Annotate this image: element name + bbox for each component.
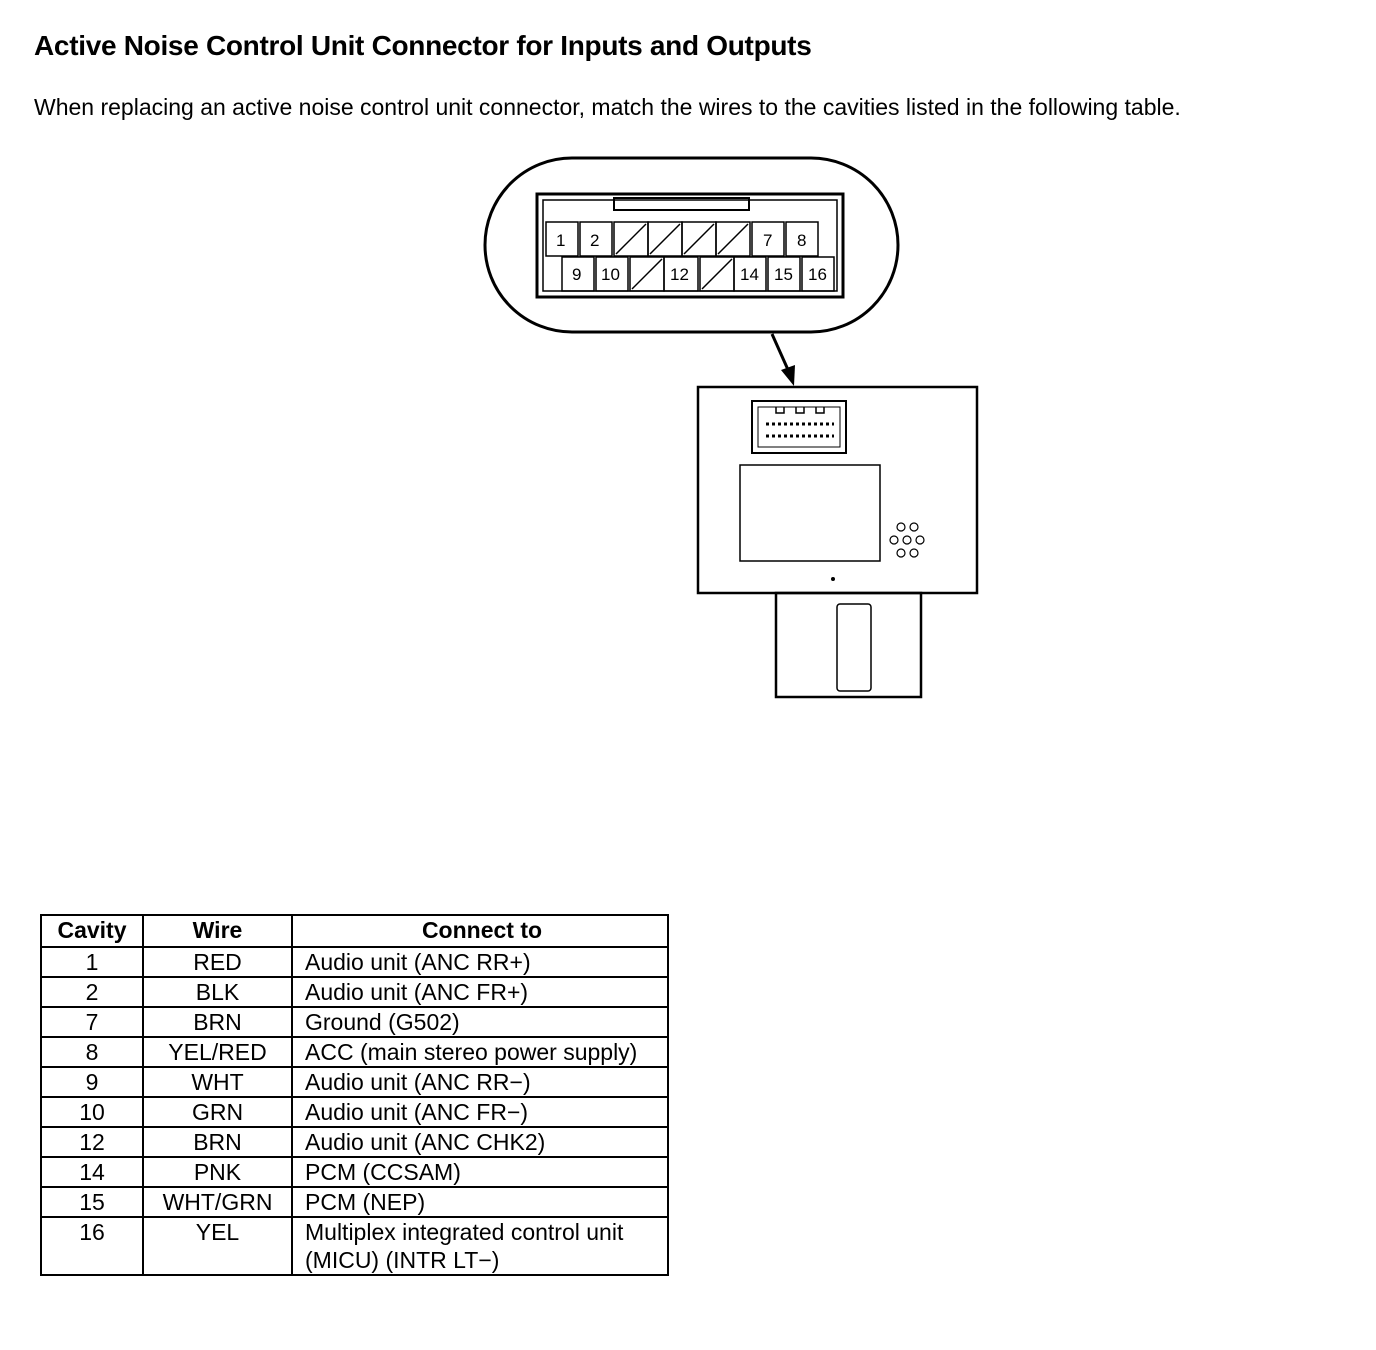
cavity-cell: 14 xyxy=(41,1157,143,1187)
pin-label: 10 xyxy=(601,265,620,284)
pin-label: 9 xyxy=(572,265,582,284)
wire-cell: YEL/RED xyxy=(143,1037,292,1067)
connect-to-cell: PCM (CCSAM) xyxy=(292,1157,668,1187)
table-row xyxy=(41,1007,668,1037)
cavity-cell: 1 xyxy=(41,947,143,977)
cavity-cell: 10 xyxy=(41,1097,143,1127)
unit-label-area xyxy=(740,465,880,561)
connect-to-cell: Audio unit (ANC RR−) xyxy=(292,1067,668,1097)
connector-callout xyxy=(485,158,898,332)
header-wire: Wire xyxy=(143,915,292,947)
table-row xyxy=(41,1157,668,1187)
connect-to-cell: Multiplex integrated control unit (MICU) (INTR LT−) xyxy=(292,1217,668,1275)
connector-top-row xyxy=(546,222,818,256)
table-header-row xyxy=(41,915,668,947)
table-row xyxy=(41,977,668,1007)
wire-cell: BRN xyxy=(143,1007,292,1037)
wire-cell: BRN xyxy=(143,1127,292,1157)
cavity-cell: 9 xyxy=(41,1067,143,1097)
wire-cell: YEL xyxy=(143,1217,292,1275)
cavity-cell: 8 xyxy=(41,1037,143,1067)
connect-to-cell: ACC (main stereo power supply) xyxy=(292,1037,668,1067)
pin-label: 1 xyxy=(556,231,566,250)
pin-label: 7 xyxy=(763,231,773,250)
wire-cell: BLK xyxy=(143,977,292,1007)
connect-to-cell: Ground (G502) xyxy=(292,1007,668,1037)
pin-label: 12 xyxy=(670,265,689,284)
header-cavity: Cavity xyxy=(41,915,143,947)
table-row xyxy=(41,1097,668,1127)
connect-to-cell: PCM (NEP) xyxy=(292,1187,668,1217)
table-row xyxy=(41,1037,668,1067)
connect-to-cell: Audio unit (ANC CHK2) xyxy=(292,1127,668,1157)
cavity-cell: 2 xyxy=(41,977,143,1007)
microphone-holes xyxy=(890,523,924,557)
connect-to-cell: Audio unit (ANC RR+) xyxy=(292,947,668,977)
pin-label: 16 xyxy=(808,265,827,284)
pin-label: 2 xyxy=(590,231,600,250)
table-row xyxy=(41,1067,668,1097)
table-row xyxy=(41,1217,668,1275)
pinout-table xyxy=(40,914,669,1276)
connect-to-cell: Audio unit (ANC FR−) xyxy=(292,1097,668,1127)
cavity-cell: 12 xyxy=(41,1127,143,1157)
wire-cell: PNK xyxy=(143,1157,292,1187)
callout-arrow xyxy=(772,334,789,372)
unit-connector xyxy=(752,401,846,453)
unit-mount xyxy=(776,593,921,697)
wire-cell: WHT/GRN xyxy=(143,1187,292,1217)
pin-label: 8 xyxy=(797,231,807,250)
connect-to-cell: Audio unit (ANC FR+) xyxy=(292,977,668,1007)
table-row xyxy=(41,1187,668,1217)
table-row xyxy=(41,1127,668,1157)
pin-label: 14 xyxy=(740,265,759,284)
cavity-cell: 7 xyxy=(41,1007,143,1037)
header-connect-to: Connect to xyxy=(292,915,668,947)
wire-cell: WHT xyxy=(143,1067,292,1097)
wire-cell: RED xyxy=(143,947,292,977)
intro-text: When replacing an active noise control unit connector, match the wires to the cavities listed in the following table. xyxy=(34,94,1181,120)
page-title: Active Noise Control Unit Connector for Inputs and Outputs xyxy=(34,30,812,61)
wire-cell: GRN xyxy=(143,1097,292,1127)
cavity-cell: 15 xyxy=(41,1187,143,1217)
pin-label: 15 xyxy=(774,265,793,284)
table-row xyxy=(41,947,668,977)
cavity-cell: 16 xyxy=(41,1217,143,1275)
